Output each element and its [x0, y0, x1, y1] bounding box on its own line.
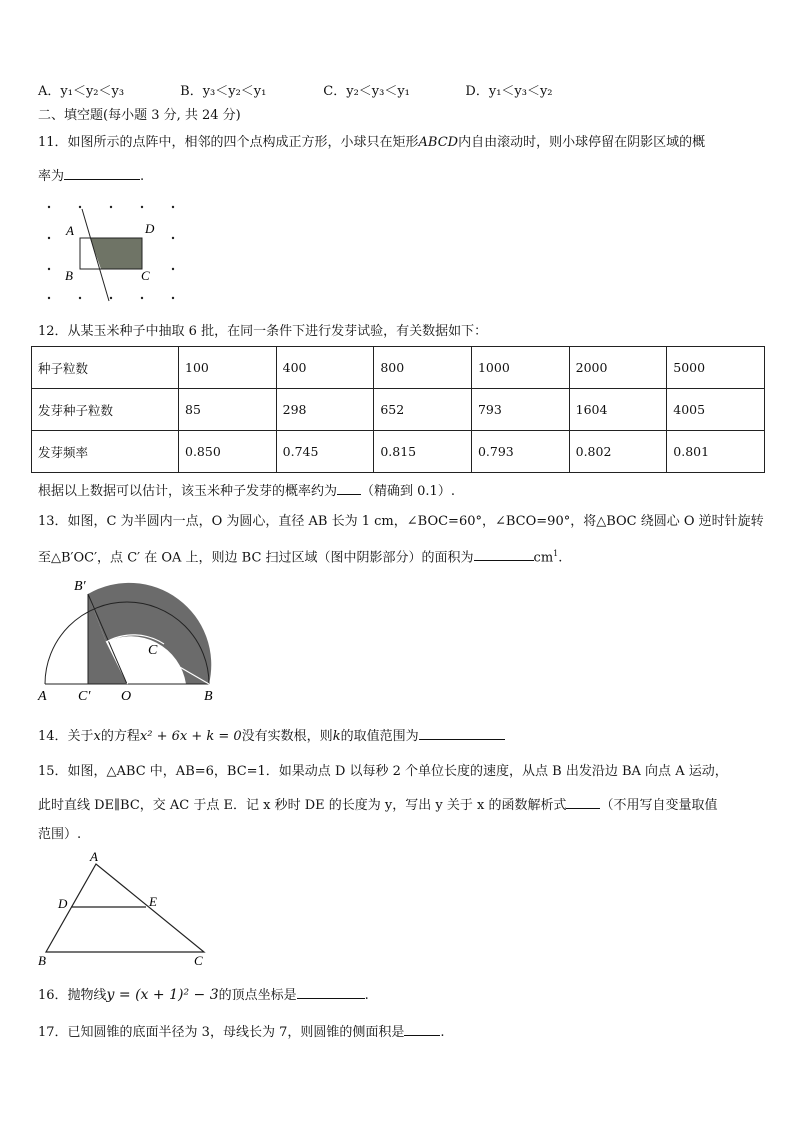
q15-line2a: 此时直线 DE∥BC，交 AC 于点 E．记 x 秒时 DE 的长度为 y，写出 y 关于 x 的函数解析式 — [38, 798, 567, 813]
label-c: C — [194, 953, 203, 968]
choice-b: B．y₃＜y₂＜y₁ — [180, 84, 267, 99]
segment-o-c — [127, 648, 147, 684]
answer-blank — [64, 166, 140, 180]
label-b-prime: B′ — [74, 579, 86, 594]
label-c-prime: C′ — [78, 689, 91, 704]
q16-equation: y = (x + 1)² − 3 — [106, 987, 219, 1003]
table-cell: 793 — [471, 389, 569, 431]
triangle-abc — [46, 864, 204, 952]
table-cell: 0.745 — [276, 431, 374, 473]
table-cell: 400 — [276, 347, 374, 389]
q10-choices — [38, 83, 553, 101]
table-row — [32, 431, 765, 473]
table-cell: 85 — [179, 389, 277, 431]
q11-text-a: 11．如图所示的点阵中，相邻的四个点构成正方形，小球只在矩形 — [38, 135, 419, 150]
q13-line2a: 至△B′OC′，点 C′ 在 OA 上，则边 BC 扫过区域（图中阴影部分）的面积为 — [38, 550, 474, 566]
q13-unit: cm — [533, 550, 554, 566]
label-a: A — [90, 850, 98, 864]
q11-text-d: . — [140, 169, 145, 184]
q12-after-b: （精确到 0.1）. — [361, 484, 455, 499]
table-cell: 800 — [374, 347, 472, 389]
q14-k: k — [332, 729, 341, 744]
q12-prompt: 12．从某玉米种子中抽取 6 批，在同一条件下进行发芽试验，有关数据如下： — [38, 324, 488, 339]
answer-blank — [474, 547, 534, 561]
table-cell: 4005 — [667, 389, 765, 431]
q16-b: 的顶点坐标是 — [218, 988, 297, 1003]
table-cell: 100 — [179, 347, 277, 389]
q13-line2 — [38, 545, 562, 567]
q13-line1: 13．如图，C 为半圆内一点，O 为圆心，直径 AB 长为 1 cm，∠BOC=60°，∠BCO=90°，将△BOC 绕圆心 O 逆时针旋转 — [38, 514, 764, 529]
answer-blank — [566, 795, 600, 809]
q16-c: . — [364, 988, 369, 1003]
q14-a: 14．关于 — [38, 729, 94, 744]
section-title: 二、填空题(每小题 3 分, 共 24 分) — [38, 108, 241, 123]
q11-text-b: 内自由滚动时，则小球停留在阴影区域的概 — [458, 135, 706, 150]
seed-table — [31, 346, 765, 473]
q15-line1: 15．如图，△ABC 中，AB=6，BC=1．如果动点 D 以每秒 2 个单位长度的速度，从点 B 出发沿边 BA 向点 A 运动， — [38, 764, 728, 779]
q13-end: . — [558, 550, 563, 566]
q15-line3: 范围）. — [38, 827, 82, 842]
q14-b: 的方程 — [100, 729, 140, 744]
choice-c: C．y₂＜y₃＜y₁ — [323, 84, 410, 99]
q13-figure — [34, 576, 224, 706]
q15-line2 — [38, 795, 717, 815]
table-cell: 0.802 — [569, 431, 667, 473]
q12-after — [38, 481, 455, 501]
q11-abcd: ABCD — [418, 135, 459, 150]
q16-a: 16．抛物线 — [38, 988, 107, 1003]
q12-after-a: 根据以上数据可以估计，该玉米种子发芽的概率约为 — [38, 484, 338, 499]
q14-d: 的取值范围为 — [340, 729, 419, 744]
table-cell: 发芽种子粒数 — [32, 389, 179, 431]
q11-line2 — [38, 166, 144, 186]
q13-sup: 1 — [553, 549, 559, 558]
label-b: B — [65, 268, 73, 283]
choice-a: A．y₁＜y₂＜y₃ — [38, 84, 125, 99]
q15-line2b: （不用写自变量取值 — [600, 798, 718, 813]
answer-blank — [337, 481, 361, 495]
q11-line1 — [38, 134, 705, 152]
label-d: D — [145, 221, 155, 236]
answer-blank — [404, 1022, 440, 1036]
label-a: A — [66, 223, 74, 238]
label-c: C — [141, 268, 150, 283]
choice-d: D．y₁＜y₃＜y₂ — [465, 84, 553, 99]
table-cell: 5000 — [667, 347, 765, 389]
label-b: B — [38, 953, 46, 968]
q11-text-c: 率为 — [38, 169, 65, 184]
label-b: B — [204, 689, 213, 704]
table-row — [32, 347, 765, 389]
table-cell: 0.801 — [667, 431, 765, 473]
label-a: A — [38, 689, 47, 704]
label-e: E — [149, 894, 157, 909]
q17-b: . — [440, 1025, 445, 1040]
table-cell: 1604 — [569, 389, 667, 431]
q14-x: x — [93, 729, 101, 744]
answer-blank — [297, 985, 365, 999]
q15-figure — [34, 850, 224, 972]
table-cell: 0.850 — [179, 431, 277, 473]
table-cell: 1000 — [471, 347, 569, 389]
table-row — [32, 389, 765, 431]
label-o: O — [121, 689, 132, 704]
answer-blank — [419, 726, 505, 740]
q11-figure — [38, 198, 188, 308]
table-cell: 298 — [276, 389, 374, 431]
q17-a: 17．已知圆锥的底面半径为 3，母线长为 7，则圆锥的侧面积是 — [38, 1025, 405, 1040]
table-cell: 发芽频率 — [32, 431, 179, 473]
q16-line — [38, 985, 369, 1005]
table-cell: 0.815 — [374, 431, 472, 473]
table-cell: 种子粒数 — [32, 347, 179, 389]
q14-line — [38, 726, 505, 746]
label-c: C — [148, 643, 158, 658]
q14-c: 没有实数根，则 — [241, 729, 333, 744]
q17-line — [38, 1022, 445, 1042]
table-cell: 652 — [374, 389, 472, 431]
q14-equation: x² + 6x + k = 0 — [139, 729, 242, 744]
label-d: D — [58, 896, 68, 911]
table-cell: 0.793 — [471, 431, 569, 473]
table-cell: 2000 — [569, 347, 667, 389]
